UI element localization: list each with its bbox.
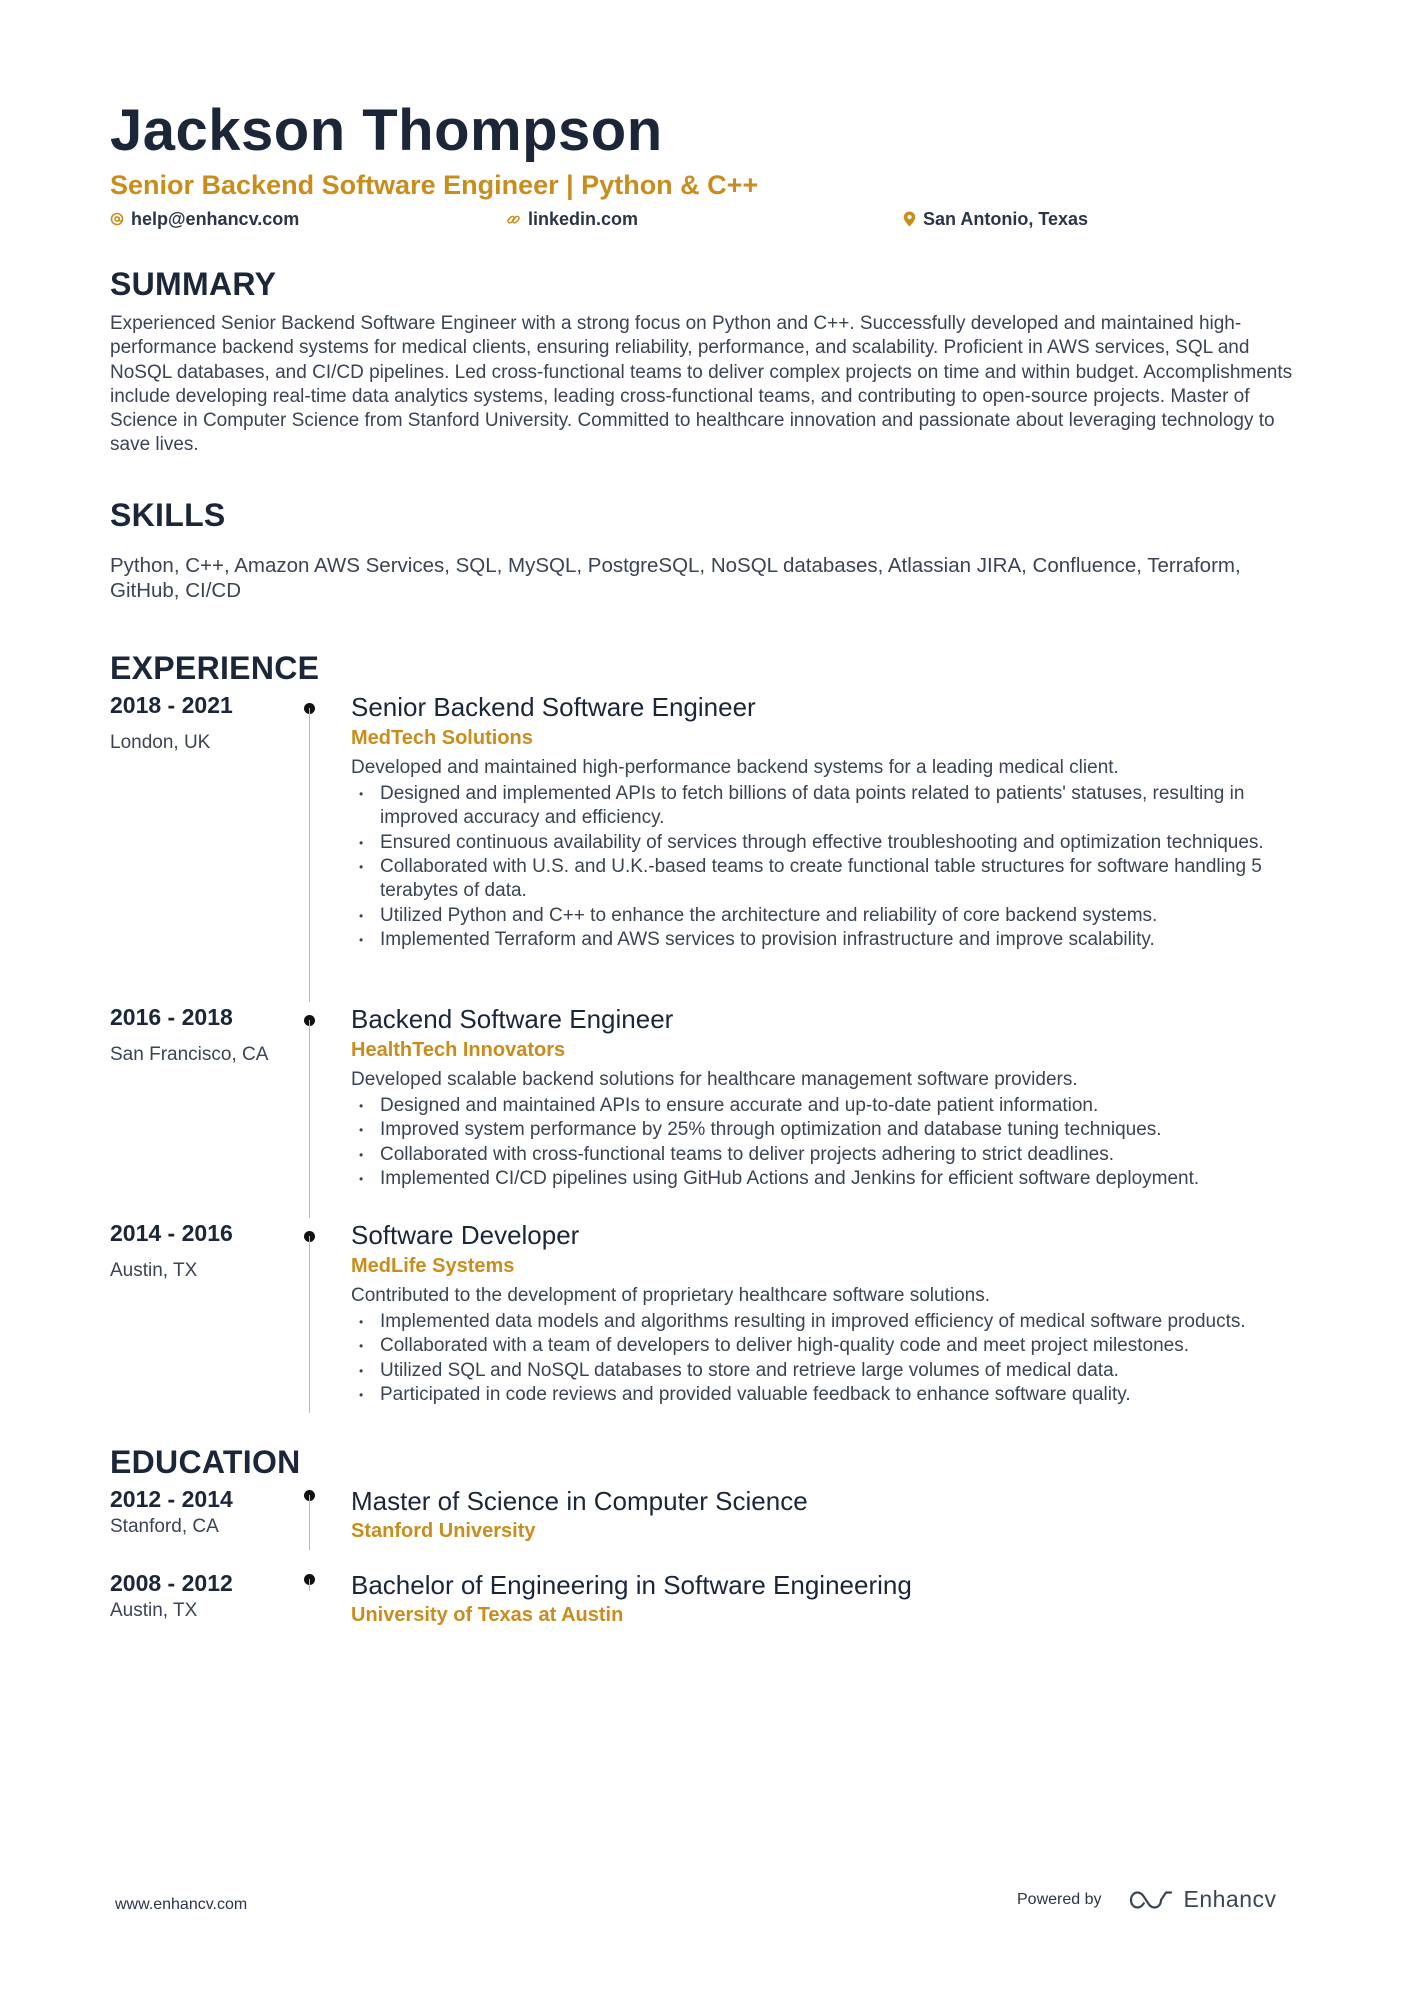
education-body bbox=[351, 1568, 1311, 1628]
education-location: Austin, TX bbox=[110, 1599, 198, 1621]
experience-bullet: • Utilized Python and C++ to enhance the architecture and reliability of core backend systems. bbox=[351, 904, 1311, 928]
powered-by-label: Powered by bbox=[1017, 1890, 1102, 1908]
education-meta bbox=[110, 1484, 290, 1540]
footer-website[interactable]: www.enhancv.com bbox=[115, 1896, 248, 1913]
experience-dates: 2016 - 2018 bbox=[110, 1003, 233, 1030]
education-section bbox=[110, 1442, 1310, 1648]
experience-bullet: • Improved system performance by 25% through optimization and database tuning techniques. bbox=[351, 1118, 1311, 1142]
enhancv-logo[interactable] bbox=[1128, 1886, 1277, 1913]
education-location: Stanford, CA bbox=[110, 1515, 219, 1537]
candidate-name: Jackson Thompson bbox=[110, 98, 663, 163]
contact-bar bbox=[110, 206, 1310, 236]
experience-body bbox=[351, 690, 1311, 952]
timeline-line bbox=[309, 1020, 310, 1218]
skills-section bbox=[110, 495, 1310, 604]
experience-description: Contributed to the development of proprietary healthcare software solutions. bbox=[351, 1284, 990, 1306]
at-sign-icon bbox=[110, 212, 124, 226]
experience-location: Austin, TX bbox=[110, 1259, 198, 1281]
experience-timeline bbox=[110, 690, 1310, 1442]
experience-heading: EXPERIENCE bbox=[110, 649, 320, 686]
experience-body bbox=[351, 1002, 1311, 1191]
experience-bullets bbox=[351, 782, 1311, 952]
experience-location: London, UK bbox=[110, 731, 211, 753]
education-entry bbox=[110, 1484, 1310, 1568]
experience-bullet: • Collaborated with U.S. and U.K.-based teams to create functional table structures for software handling 5 terabytes of data. bbox=[351, 855, 1311, 904]
contact-email-text: help@enhancv.com bbox=[131, 209, 300, 229]
education-timeline bbox=[110, 1484, 1310, 1648]
experience-description: Developed scalable backend solutions for healthcare management software providers. bbox=[351, 1068, 1078, 1090]
experience-description: Developed and maintained high-performance backend systems for a leading medical client. bbox=[351, 756, 1119, 778]
enhancv-logo-icon bbox=[1128, 1888, 1174, 1912]
experience-bullet: • Collaborated with a team of developers to deliver high-quality code and meet project milestones. bbox=[351, 1334, 1311, 1358]
education-degree: Bachelor of Engineering in Software Engineering bbox=[351, 1569, 912, 1600]
experience-body bbox=[351, 1218, 1311, 1407]
link-icon bbox=[506, 212, 521, 227]
timeline-line bbox=[309, 1236, 310, 1413]
education-school: University of Texas at Austin bbox=[351, 1603, 624, 1626]
experience-meta bbox=[110, 690, 290, 756]
location-pin-icon bbox=[903, 211, 916, 227]
experience-meta bbox=[110, 1002, 290, 1068]
experience-bullet: • Implemented Terraform and AWS services to provision infrastructure and improve scalability. bbox=[351, 928, 1311, 952]
experience-bullet: • Ensured continuous availability of services through effective troubleshooting and optimization techniques. bbox=[351, 831, 1311, 855]
experience-section bbox=[110, 648, 1310, 1442]
experience-bullet: • Participated in code reviews and provided valuable feedback to enhance software quality. bbox=[351, 1383, 1311, 1407]
experience-role: Software Developer bbox=[351, 1219, 580, 1250]
experience-dates: 2014 - 2016 bbox=[110, 1219, 233, 1246]
experience-bullets bbox=[351, 1094, 1311, 1191]
experience-bullet: • Collaborated with cross-functional teams to deliver projects adhering to strict deadlines. bbox=[351, 1143, 1311, 1167]
summary-section bbox=[110, 264, 1310, 458]
education-meta bbox=[110, 1568, 290, 1624]
experience-bullet: • Designed and maintained APIs to ensure accurate and up-to-date patient information. bbox=[351, 1094, 1311, 1118]
timeline-line bbox=[309, 708, 310, 1002]
experience-location: San Francisco, CA bbox=[110, 1043, 269, 1065]
enhancv-brand-text: Enhancv bbox=[1183, 1886, 1277, 1912]
contact-linkedin-text: linkedin.com bbox=[528, 209, 639, 229]
experience-entry bbox=[110, 1218, 1310, 1442]
experience-bullets bbox=[351, 1310, 1311, 1407]
education-body bbox=[351, 1484, 1311, 1544]
footer-branding bbox=[1017, 1886, 1277, 1913]
experience-company: HealthTech Innovators bbox=[351, 1038, 566, 1061]
experience-bullet: • Designed and implemented APIs to fetch billions of data points related to patients' statuses, resulting in improved accuracy and efficiency. bbox=[351, 782, 1311, 831]
contact-location bbox=[903, 206, 1088, 232]
experience-dates: 2018 - 2021 bbox=[110, 691, 233, 718]
skills-text: Python, C++, Amazon AWS Services, SQL, MySQL, PostgreSQL, NoSQL databases, Atlassian JIRA, Confluence, Terraform, GitHub, CI/CD bbox=[110, 553, 1241, 603]
timeline-line bbox=[309, 1495, 310, 1550]
contact-email[interactable] bbox=[110, 206, 299, 232]
experience-role: Senior Backend Software Engineer bbox=[351, 691, 756, 722]
candidate-title: Senior Backend Software Engineer | Python & C++ bbox=[110, 170, 759, 200]
timeline-line bbox=[309, 1579, 310, 1591]
experience-entry bbox=[110, 690, 1310, 1002]
contact-linkedin[interactable] bbox=[506, 206, 638, 232]
experience-bullet: • Implemented CI/CD pipelines using GitHub Actions and Jenkins for efficient software deployment. bbox=[351, 1167, 1311, 1191]
experience-company: MedLife Systems bbox=[351, 1254, 515, 1277]
education-school: Stanford University bbox=[351, 1519, 536, 1542]
experience-entry bbox=[110, 1002, 1310, 1218]
summary-heading: SUMMARY bbox=[110, 266, 277, 302]
experience-meta bbox=[110, 1218, 290, 1284]
experience-bullet: • Utilized SQL and NoSQL databases to store and retrieve large volumes of medical data. bbox=[351, 1359, 1311, 1383]
education-dates: 2008 - 2012 bbox=[110, 1569, 233, 1596]
resume-page bbox=[110, 96, 1310, 1648]
education-entry bbox=[110, 1568, 1310, 1648]
skills-heading: SKILLS bbox=[110, 496, 226, 533]
education-dates: 2012 - 2014 bbox=[110, 1485, 233, 1512]
experience-company: MedTech Solutions bbox=[351, 726, 533, 749]
experience-bullet: • Implemented data models and algorithms resulting in improved efficiency of medical software products. bbox=[351, 1310, 1311, 1334]
summary-text: Experienced Senior Backend Software Engineer with a strong focus on Python and C++. Successfully developed and maintained high-performance backend systems for medical clients, ensuring reliability, performance, and scalability. Proficient in AWS services, SQL and NoSQL databases, and CI/CD pipelines. Led cross-functional teams to deliver complex projects on time and within budget. Accomplishments include developing real-time data analytics systems, leading cross-functional teams, and contributing to open-source projects. Master of Science in Computer Science from Stanford University. Committed to healthcare innovation and passionate about leveraging technology to save lives. bbox=[110, 313, 1293, 456]
education-heading: EDUCATION bbox=[110, 1443, 301, 1480]
experience-role: Backend Software Engineer bbox=[351, 1003, 674, 1034]
education-degree: Master of Science in Computer Science bbox=[351, 1485, 808, 1516]
contact-location-text: San Antonio, Texas bbox=[923, 209, 1089, 229]
